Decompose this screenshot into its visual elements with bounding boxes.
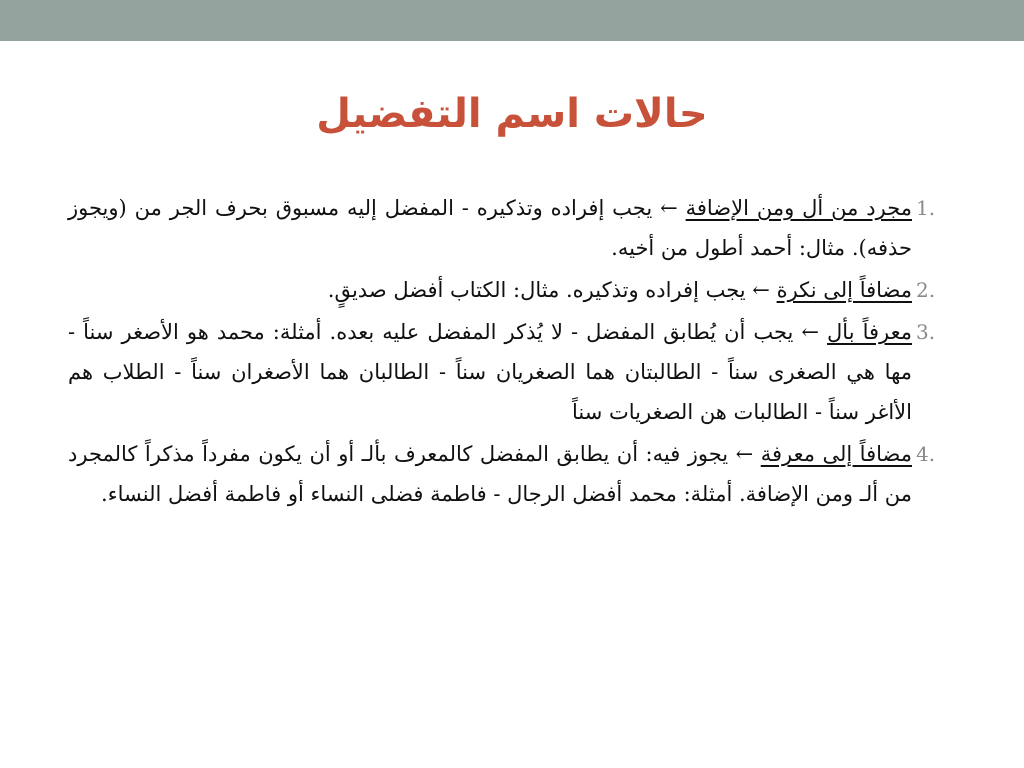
item-term: مضافاً إلى نكرة: [776, 278, 912, 302]
list-item: [68, 312, 948, 432]
item-text: [68, 270, 912, 310]
cases-list: [68, 188, 948, 516]
item-number: 4.: [916, 442, 936, 466]
item-text: [68, 312, 912, 432]
list-item: [68, 434, 948, 514]
list-item: [68, 270, 948, 310]
item-body: ← يجب إفراده وتذكيره. مثال: الكتاب أفضل صديقٍ.: [327, 278, 777, 302]
item-term: مجرد من أل ومن الإضافة: [685, 196, 912, 220]
list-item: [68, 188, 948, 268]
item-body: ← يجوز فيه: أن يطابق المفضل كالمعرف بألـ أو أن يكون مفرداً مذكراً كالمجرد من ألـ ومن الإضافة. أمثلة: محمد أفضل الرجال - فاطمة فضلى النساء أو فاطمة أفضل النساء.: [68, 442, 912, 506]
item-term: مضافاً إلى معرفة: [760, 442, 912, 466]
item-body: ← يجب إفراده وتذكيره - المفضل إليه مسبوق بحرف الجر من (ويجوز حذفه). مثال: أحمد أطول من أخيه.: [68, 196, 912, 260]
item-body: ← يجب أن يُطابق المفضل - لا يُذكر المفضل عليه بعده. أمثلة: محمد هو الأصغر سناً - مها هي الصغرى سناً - الطالبتان هما الصغريان سناً - الطالبان هما الأصغران سناً - الطلاب هم الأاغر سناً - الطالبات هن الصغريات سناً: [68, 320, 912, 424]
item-text: [68, 188, 912, 268]
item-term: معرفاً بأل: [827, 320, 912, 344]
item-number: 2.: [916, 278, 936, 302]
top-header-bar: [0, 0, 1024, 41]
item-text: [68, 434, 912, 514]
slide-title: حالات اسم التفضيل: [316, 91, 708, 137]
item-number: 1.: [916, 196, 936, 220]
item-number: 3.: [916, 320, 936, 344]
